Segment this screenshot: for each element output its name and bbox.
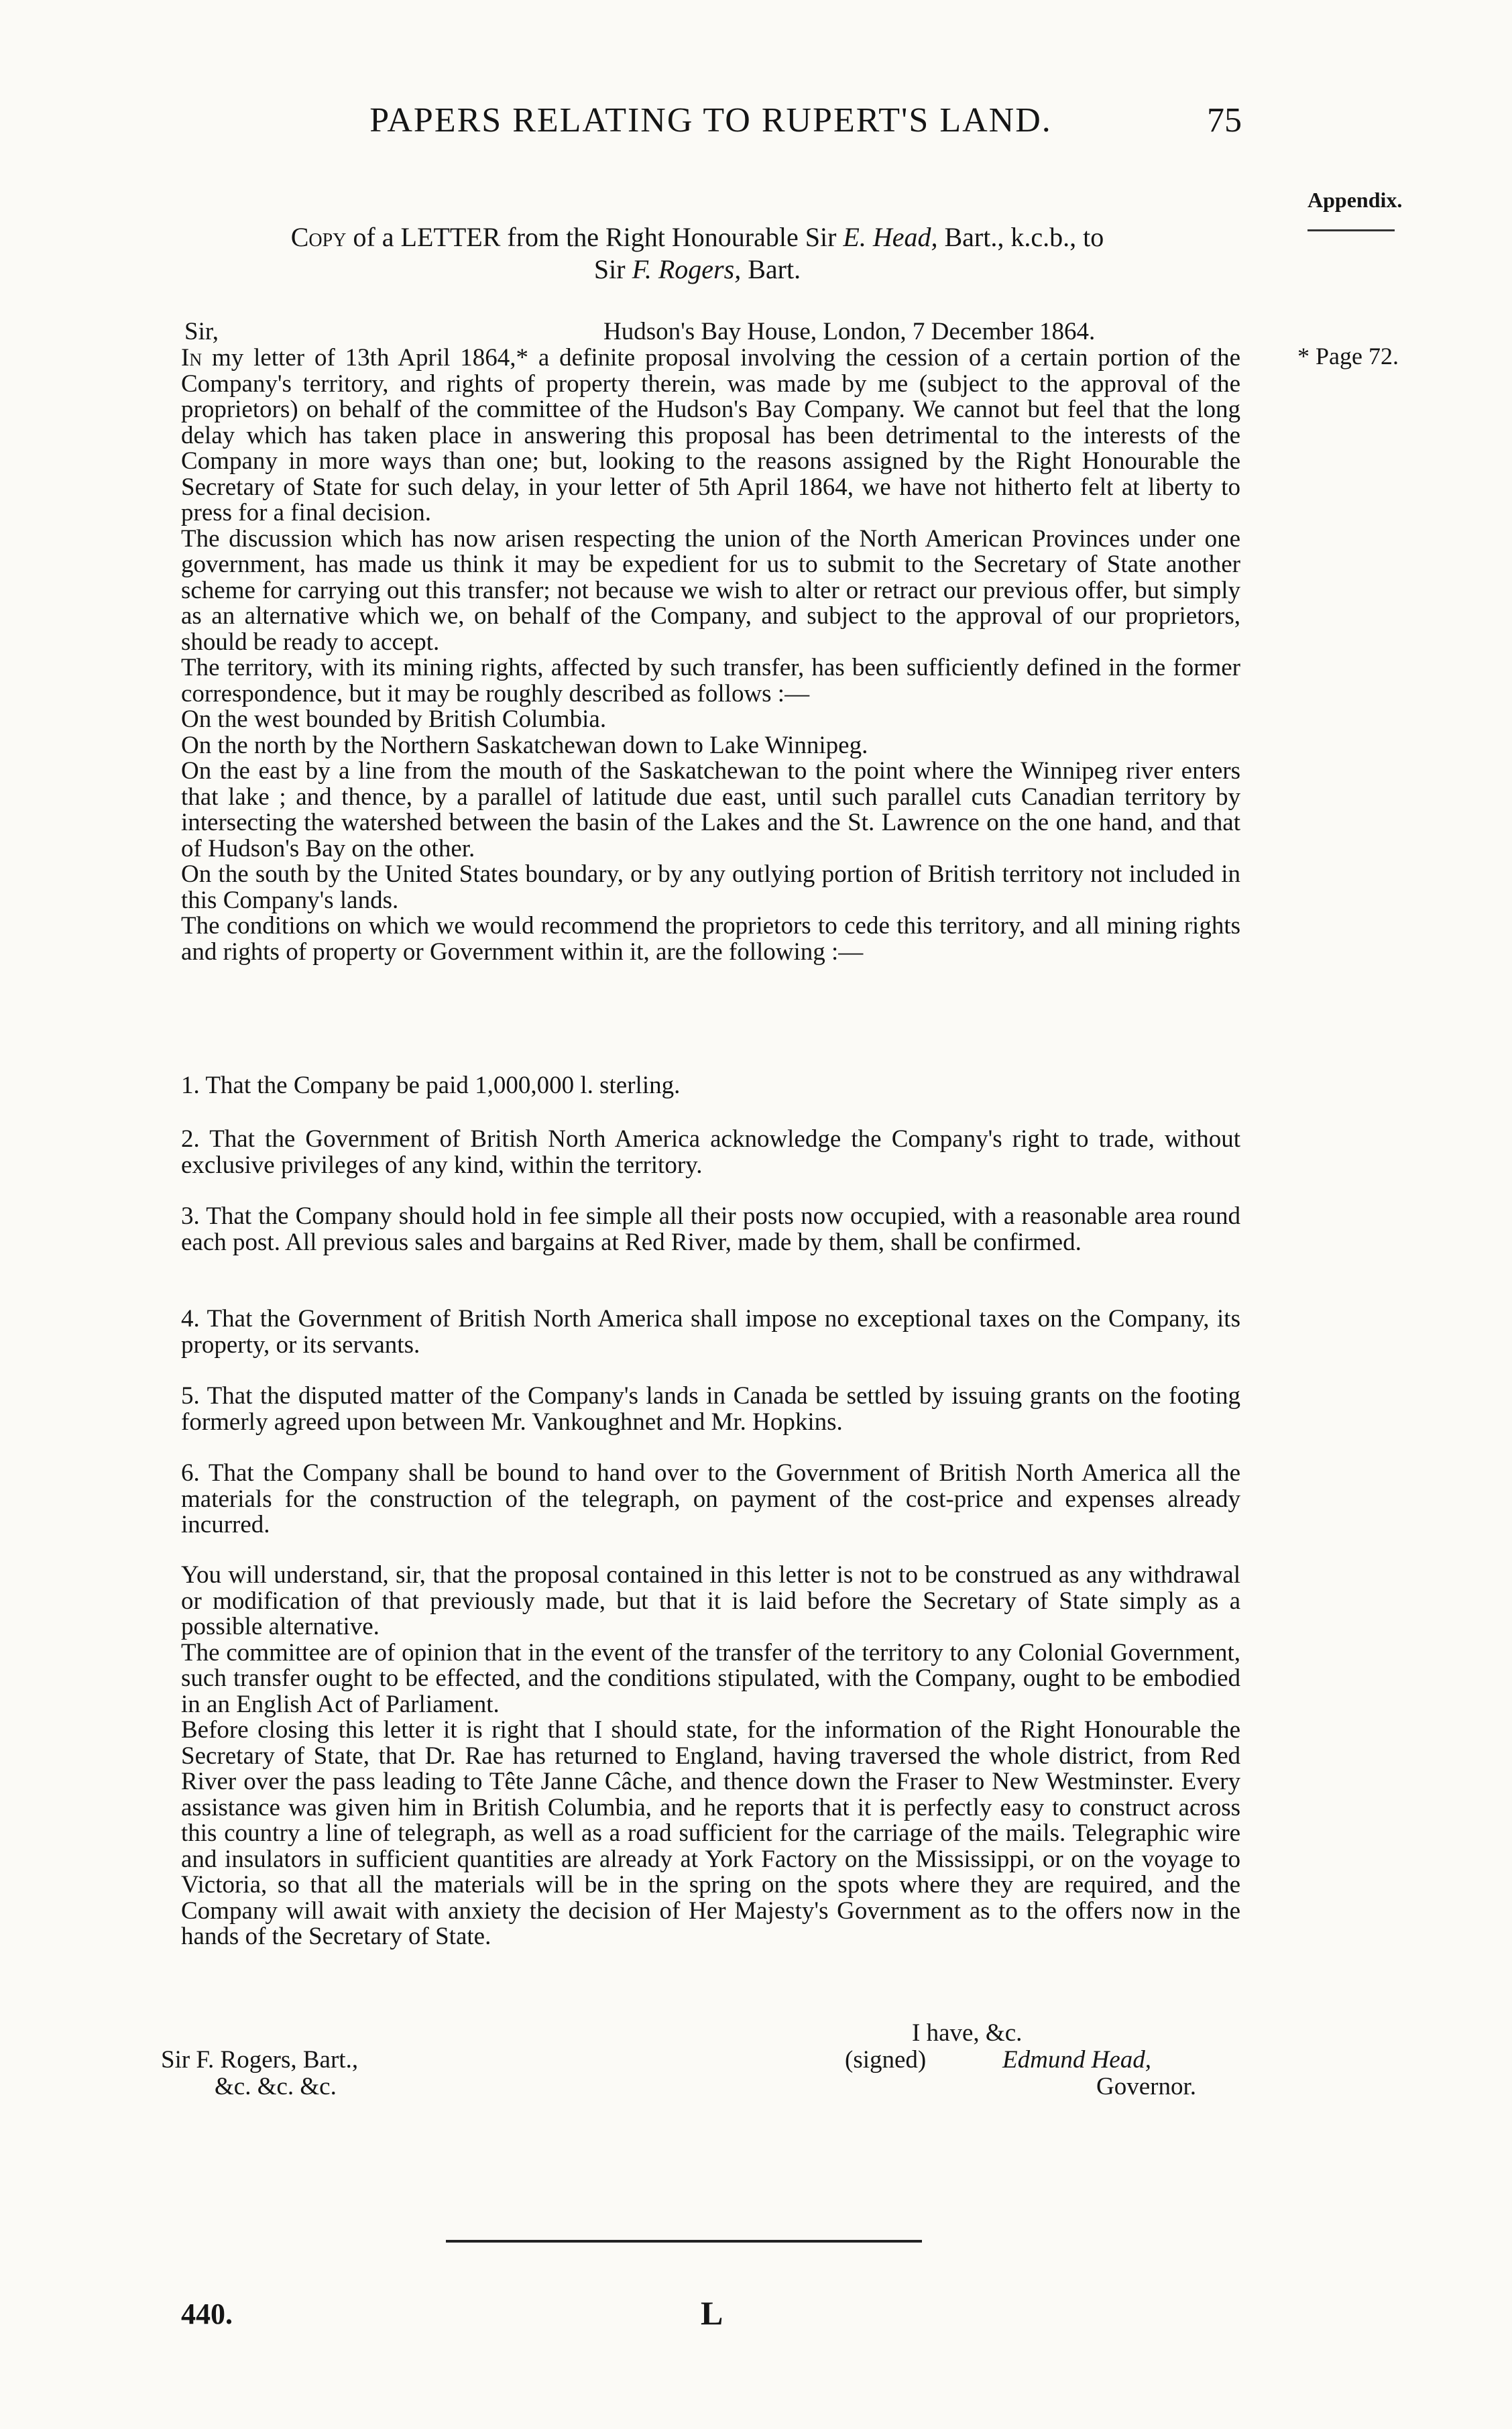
paragraph-1-lead: In [181, 344, 202, 372]
paragraph-9: You will understand, sir, that the proposal contained in this letter is not to be construed as any withdrawal or modification of that previously made, but that it is laid before the Secretary of State simply as a possible alternative. [181, 1561, 1240, 1640]
paragraph-10: The committee are of opinion that in the event of the transfer of the territory to any Colonial Government, such transfer ought to be effected, and the conditions stipulated, with the Company, ought to be embodied in an English Act of Parliament. [181, 1638, 1240, 1718]
closing-phrase: I have, &c. [912, 2019, 1023, 2047]
signatory-title: Governor. [1096, 2073, 1196, 2100]
footer-number: 440. [181, 2298, 233, 2330]
condition-5: 5. That the disputed matter of the Company's lands in Canada be settled by issuing grants on the footing formerly agreed upon between Mr. Vankoughnet and Mr. Hopkins. [181, 1382, 1240, 1436]
heading-line-2 [181, 253, 1214, 286]
signed-marker: (signed) [845, 2046, 927, 2074]
paragraph-5: On the north by the Northern Saskatchewan down to Lake Winnipeg. [181, 731, 868, 759]
salutation: Sir, [184, 318, 219, 345]
margin-rule [1307, 229, 1395, 231]
letter-body-closing [181, 1563, 1240, 1950]
paragraph-8: The conditions on which we would recommend the proprietors to cede this territory, and all mining rights and rights of property or Government within it, are the following :— [181, 912, 1240, 966]
running-head: PAPERS RELATING TO RUPERT'S LAND. [369, 101, 1052, 139]
heading-line1-text: of a LETTER from the Right Honourable Sir [346, 222, 844, 252]
addressee-name: Sir F. Rogers, Bart., [161, 2046, 359, 2074]
page-number: 75 [1207, 101, 1242, 139]
condition-4: 4. That the Government of British North America shall impose no exceptional taxes on the Company, its property, or its servants. [181, 1305, 1240, 1359]
heading-line2-prefix: Sir [593, 254, 632, 284]
paragraph-7: On the south by the United States boundary, or by any outlying portion of British territory not included in this Company's lands. [181, 860, 1240, 914]
addressee-etc: &c. &c. &c. [215, 2073, 337, 2100]
paragraph-4: On the west bounded by British Columbia. [181, 705, 607, 733]
signature-name: Edmund Head, [1002, 2046, 1151, 2074]
heading-sender-name: E. Head, [843, 222, 938, 252]
footer-rule [446, 2240, 922, 2243]
margin-appendix-label: Appendix. [1307, 188, 1403, 212]
condition-2: 2. That the Government of British North America acknowledge the Company's right to trade, without exclusive privileges of any kind, within the territory. [181, 1125, 1240, 1179]
margin-page-reference: * Page 72. [1297, 343, 1399, 370]
paragraph-3: The territory, with its mining rights, affected by such transfer, has been sufficiently defined in the former correspondence, but it may be roughly described as follows :— [181, 654, 1240, 708]
printer-signature-mark: L [701, 2294, 723, 2332]
heading-line-1 [181, 221, 1214, 253]
heading-recipient-name: F. Rogers, [632, 254, 742, 284]
condition-6: 6. That the Company shall be bound to hand over to the Government of British North America all the materials for the construction of the telegraph, on payment of the cost-price and expenses already incurred. [181, 1459, 1240, 1538]
paragraph-1-text: my letter of 13th April 1864,* a definite proposal involving the cession of a certain portion of the Company's territory, and rights of property therein, was made by me (subject to the approval of the proprietors) on behalf of the committee of the Hudson's Bay Company. We cannot but feel that the long delay which has taken place in answering this proposal has been detrimental to the interests of the Company in more ways than one; but, looking to the reasons assigned by the Right Honourable the Secretary of State for such delay, in your letter of 5th April 1864, we have not hitherto felt at liberty to press for a final decision. [181, 344, 1240, 526]
letter-body-intro [181, 345, 1240, 965]
paragraph-6: On the east by a line from the mouth of the Saskatchewan to the point where the Winnipeg river enters that lake ; and thence, by a parallel of latitude due east, until such parallel cuts Canadian territory by intersecting the watershed between the basin of the Lakes and the St. Lawrence on the one hand, and that of Hudson's Bay on the other. [181, 757, 1240, 862]
heading-line2-suffix: Bart. [741, 254, 801, 284]
condition-3: 3. That the Company should hold in fee simple all their posts now occupied, with a reasonable area round each post. All previous sales and bargains at Red River, made by them, shall be confirmed. [181, 1202, 1240, 1256]
dateline: Hudson's Bay House, London, 7 December 1864. [603, 318, 1096, 345]
paragraph-1 [181, 345, 1240, 526]
heading-copy-word: Copy [290, 222, 347, 252]
heading-line1-suffix: Bart., k.c.b., to [937, 222, 1104, 252]
paragraph-11: Before closing this letter it is right that I should state, for the information of the Right Honourable the Secretary of State, that Dr. Rae has returned to England, having traversed the whole district, from Red River over the pass leading to Tête Janne Câche, and thence down the Fraser to New Westminster. Every assistance was given him in British Columbia, and he reports that it is perfectly easy to construct across this country a line of telegraph, as well as a road sufficient for the carriage of the mails. Telegraphic wire and insulators in sufficient quantities are already at York Factory on the Mississippi, or on the voyage to Victoria, so that all the materials will be in the spring on the spots where they are required, and the Company will await with anxiety the decision of Her Majesty's Government as to the offers now in the hands of the Secretary of State. [181, 1716, 1240, 1950]
paragraph-2: The discussion which has now arisen respecting the union of the North American Provinces under one government, has made us think it may be expedient for us to submit to the Secretary of State another scheme for carrying out this transfer; not because we wish to alter or retract our previous offer, but simply as an alternative which we, on behalf of the Company, and subject to the approval of our proprietors, should be ready to accept. [181, 524, 1240, 656]
letter-heading [181, 221, 1214, 286]
condition-1: 1. That the Company be paid 1,000,000 l. sterling. [181, 1072, 681, 1099]
